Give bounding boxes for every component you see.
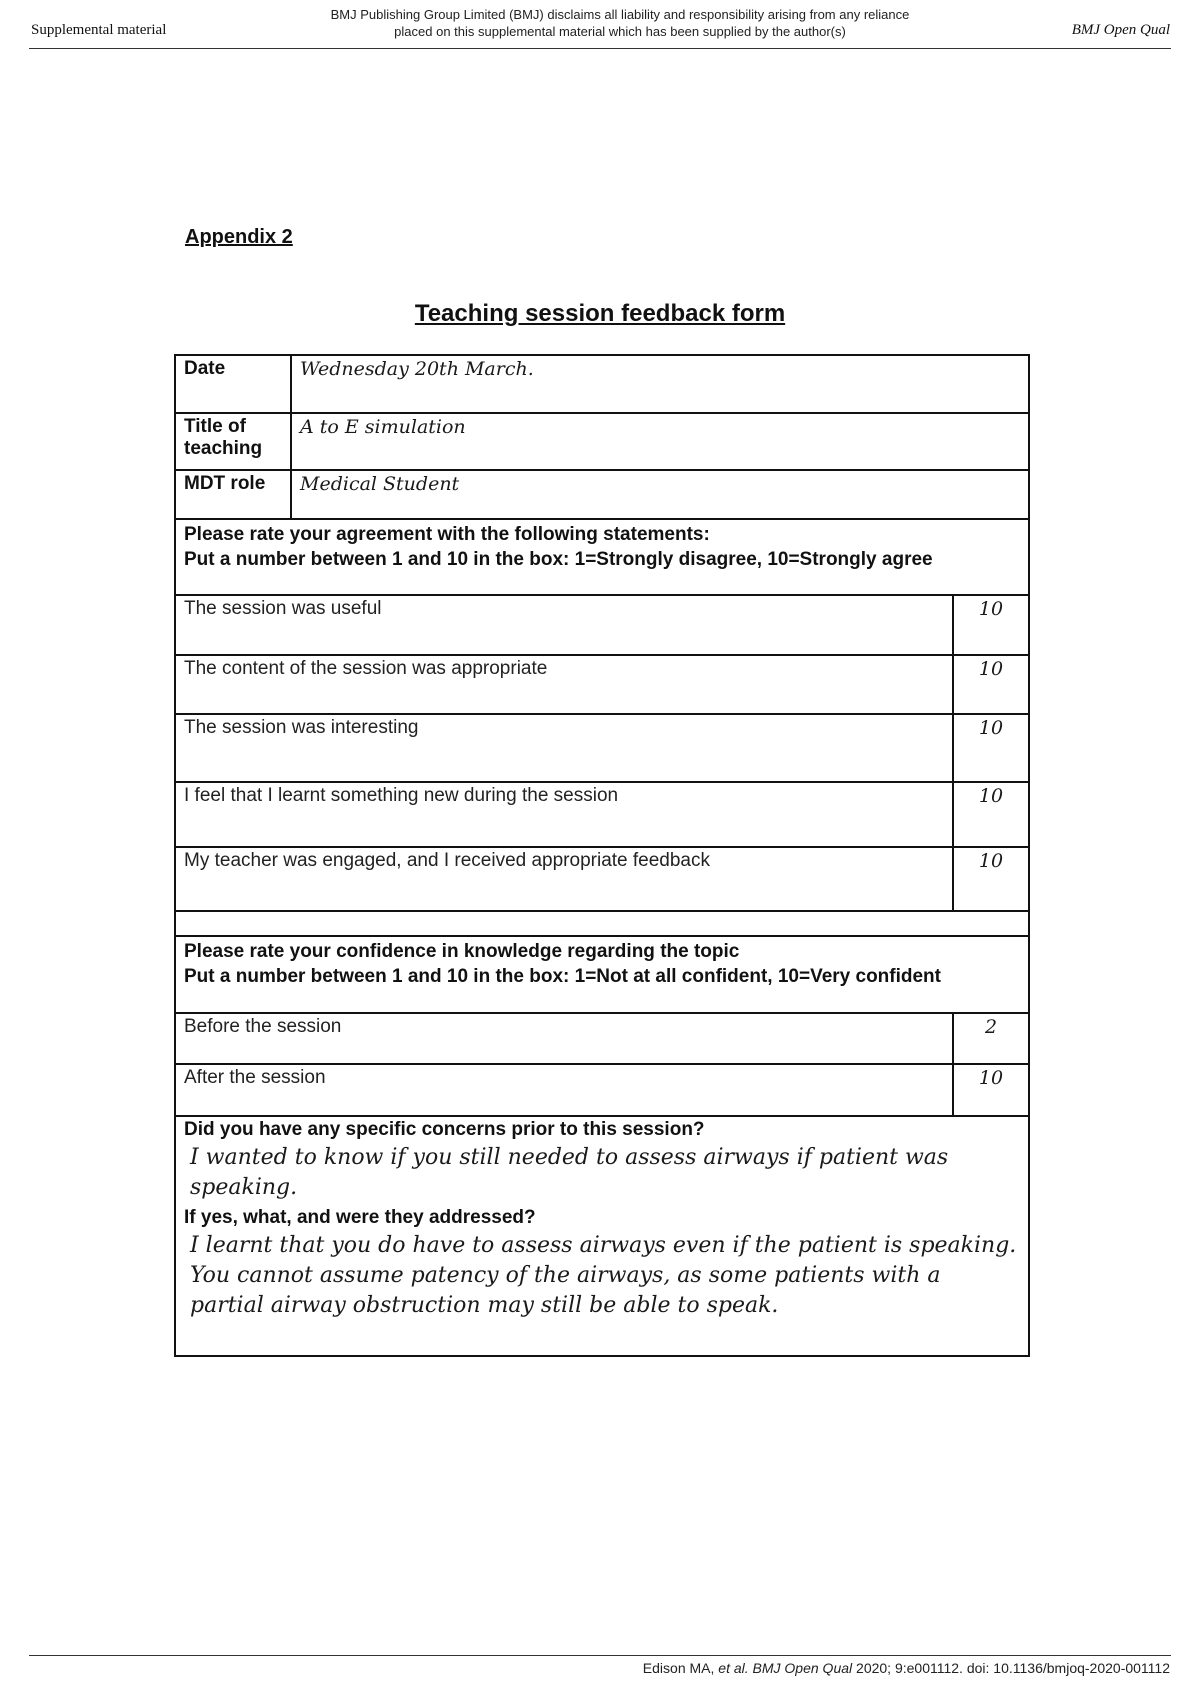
agreement-row (175, 655, 1029, 714)
role-label: MDT role (175, 470, 291, 519)
agreement-row (175, 595, 1029, 655)
confidence-score: 10 (953, 1064, 1029, 1116)
concerns-followup-answer: I learnt that you do have to assess airways even if the patient is speaking. You cannot assume patency of the airways, as some patients with a partial airway obstruction may still be able to speak. (190, 1233, 1017, 1318)
concerns-cell (175, 1116, 1029, 1356)
confidence-score: 2 (953, 1013, 1029, 1064)
form-title: Teaching session feedback form (414, 300, 786, 327)
confidence-row (175, 1013, 1029, 1064)
agreement-score: 10 (953, 655, 1029, 714)
header-disclaimer-line1: BMJ Publishing Group Limited (BMJ) disclaims all liability and responsibility arising from any reliance (330, 7, 910, 22)
role-value: Medical Student (291, 470, 1029, 519)
footer-reference: 2020; 9:e001112. doi: 10.1136/bmjoq-2020-001112 (856, 1660, 1170, 1676)
agreement-heading-line2: Put a number between 1 and 10 in the box: 1=Strongly disagree, 10=Strongly agree (184, 549, 933, 570)
confidence-row (175, 1064, 1029, 1116)
concerns-answer: I wanted to know if you still needed to assess airways if patient was speaking. (190, 1145, 949, 1200)
confidence-heading-line2: Put a number between 1 and 10 in the box: 1=Not at all confident, 10=Very confident (184, 966, 941, 987)
concerns-followup-question: If yes, what, and were they addressed? (184, 1207, 536, 1228)
header-journal: BMJ Open Qual (1071, 22, 1170, 38)
date-label: Date (175, 355, 291, 413)
agreement-score: 10 (953, 782, 1029, 847)
agreement-statement: The session was interesting (175, 714, 953, 782)
agreement-row (175, 714, 1029, 782)
header-disclaimer (250, 6, 990, 40)
title-value: A to E simulation (291, 413, 1029, 470)
confidence-statement: After the session (175, 1064, 953, 1116)
agreement-heading-row (175, 519, 1029, 595)
agreement-statement: The session was useful (175, 595, 953, 655)
agreement-score: 10 (953, 714, 1029, 782)
agreement-heading-line1: Please rate your agreement with the following statements: (184, 524, 710, 545)
spacer-row (175, 911, 1029, 936)
agreement-score: 10 (953, 847, 1029, 911)
footer-authors: Edison MA, (642, 1660, 715, 1676)
agreement-row (175, 847, 1029, 911)
concerns-question: Did you have any specific concerns prior to this session? (184, 1119, 705, 1140)
header-disclaimer-line2: placed on this supplemental material which has been supplied by the author(s) (394, 24, 846, 39)
footer-citation (643, 1660, 1170, 1676)
confidence-heading (175, 936, 1029, 1013)
agreement-score: 10 (953, 595, 1029, 655)
date-row (175, 355, 1029, 413)
confidence-heading-row (175, 936, 1029, 1013)
agreement-statement: My teacher was engaged, and I received appropriate feedback (175, 847, 953, 911)
feedback-form-table (174, 354, 1030, 1357)
header-divider (29, 48, 1171, 49)
confidence-statement: Before the session (175, 1013, 953, 1064)
footer-journal: BMJ Open Qual (752, 1660, 853, 1676)
date-value: Wednesday 20th March. (291, 355, 1029, 413)
agreement-statement: The content of the session was appropriate (175, 655, 953, 714)
footer-etal: et al. (718, 1660, 749, 1676)
role-row (175, 470, 1029, 519)
header-supplemental-label: Supplemental material (31, 22, 167, 38)
title-row (175, 413, 1029, 470)
agreement-row (175, 782, 1029, 847)
title-label: Title of teaching (175, 413, 291, 470)
spacer-cell (175, 911, 1029, 936)
appendix-heading: Appendix 2 (185, 226, 293, 248)
confidence-heading-line1: Please rate your confidence in knowledge regarding the topic (184, 941, 740, 962)
concerns-row (175, 1116, 1029, 1356)
footer-divider (29, 1655, 1171, 1656)
agreement-statement: I feel that I learnt something new during the session (175, 782, 953, 847)
agreement-heading (175, 519, 1029, 595)
